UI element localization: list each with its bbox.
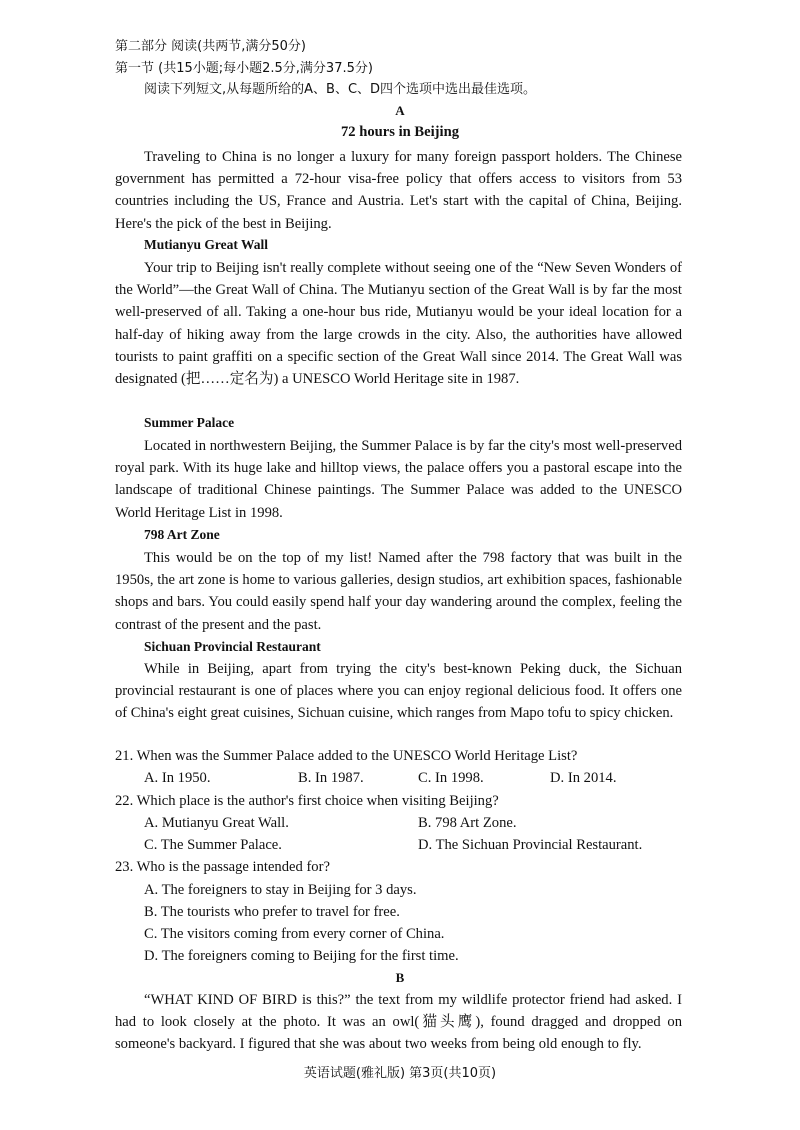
option-23-d[interactable]: D. The foreigners coming to Beijing for the first time. — [144, 948, 459, 964]
paragraph: Located in northwestern Beijing, the Summer Palace is by far the city's most well-preserved royal park. With its huge lake and hilltop views, the palace offers you a pastoral escape into the landscape of traditional Chinese paintings. The Summer Palace was added to the UNESCO World Heritage List in 1998. — [115, 438, 682, 521]
section-798 — [115, 547, 682, 636]
paragraph: “WHAT KIND OF BIRD is this?” the text from my wildlife protector friend had asked. I had to look closely at the photo. It was an owl(猫头鹰), found dragged and dropped on someone's backyard. I figured that she was about two weeks from being old enough to fly. — [115, 992, 682, 1053]
passage-b-text — [115, 989, 682, 1056]
option-22-c[interactable]: C. The Summer Palace. — [144, 837, 282, 853]
option-23-b[interactable]: B. The tourists who prefer to travel for free. — [144, 904, 400, 920]
heading-summer-palace: Summer Palace — [144, 415, 235, 430]
question-22 — [115, 790, 499, 812]
question-number: 21. — [115, 748, 134, 764]
question-stem: When was the Summer Palace added to the UNESCO World Heritage List? — [136, 748, 578, 764]
question-23 — [115, 856, 330, 878]
passage-a-letter: A — [395, 103, 405, 118]
option-21-c[interactable]: C. In 1998. — [418, 770, 484, 786]
question-stem: Who is the passage intended for? — [136, 859, 330, 875]
paragraph: Your trip to Beijing isn't really complete without seeing one of the “New Seven Wonders of the World”—the Great Wall of China. The Mutianyu section of the Great Wall is by far the most well-preserved of all. Taking a one-hour bus ride, Mutianyu would be your ideal location for a half-day of hiking away from the large crowds in the city. Also, the authorities have allowed tourists to paint graffiti on a specific section of the Great Wall since 2014. The Great Wall was designated (把……定名为) a UNESCO World Heritage site in 1987. — [115, 260, 682, 388]
heading-sichuan: Sichuan Provincial Restaurant — [144, 639, 321, 654]
paragraph: While in Beijing, apart from trying the city's best-known Peking duck, the Sichuan provincial restaurant is one of places where you can enjoy regional delicious food. It offers one of China's eight great cuisines, Sichuan cuisine, which ranges from Mapo tofu to spicy chicken. — [115, 661, 682, 722]
option-22-d[interactable]: D. The Sichuan Provincial Restaurant. — [418, 837, 643, 853]
question-21 — [115, 745, 577, 767]
subsection-title: 第一节 (共15小题;每小题2.5分,满分37.5分) — [115, 61, 373, 76]
section-summer-palace — [115, 435, 682, 524]
option-21-a[interactable]: A. In 1950. — [144, 770, 211, 786]
passage-b-letter: B — [395, 970, 405, 985]
option-21-d[interactable]: D. In 2014. — [550, 770, 617, 786]
question-number: 22. — [115, 793, 134, 809]
paragraph: Traveling to China is no longer a luxury for many foreign passport holders. The Chinese government has permitted a 72-hour visa-free policy that offers access to visitors from 53 countries including the US, France and Austria. Let's start with the capital of China, Beijing. Here's the pick of the best in Beijing. — [115, 149, 682, 232]
passage-a-title: 72 hours in Beijing — [341, 124, 459, 140]
option-22-a[interactable]: A. Mutianyu Great Wall. — [144, 815, 289, 831]
option-22-b[interactable]: B. 798 Art Zone. — [418, 815, 517, 831]
page-footer: 英语试题(雅礼版) 第3页(共10页) — [303, 1066, 497, 1081]
question-stem: Which place is the author's first choice when visiting Beijing? — [136, 793, 499, 809]
option-23-a[interactable]: A. The foreigners to stay in Beijing for 3 days. — [144, 882, 417, 898]
part-title: 第二部分 阅读(共两节,满分50分) — [115, 39, 306, 54]
instruction: 阅读下列短文,从每题所给的A、B、C、D四个选项中选出最佳选项。 — [144, 82, 537, 97]
heading-mutianyu: Mutianyu Great Wall — [144, 237, 269, 252]
passage-a-intro — [115, 146, 682, 235]
option-21-b[interactable]: B. In 1987. — [298, 770, 364, 786]
question-number: 23. — [115, 859, 134, 875]
section-sichuan — [115, 658, 682, 725]
section-mutianyu — [115, 257, 682, 390]
option-23-c[interactable]: C. The visitors coming from every corner of China. — [144, 926, 445, 942]
heading-798: 798 Art Zone — [144, 527, 220, 542]
paragraph: This would be on the top of my list! Named after the 798 factory that was built in the 1950s, the art zone is home to various galleries, design studios, art exhibition spaces, fashionable shops and bars. You could easily spend half your day wandering around the complex, feeling the contrast of the present and the past. — [115, 550, 682, 633]
